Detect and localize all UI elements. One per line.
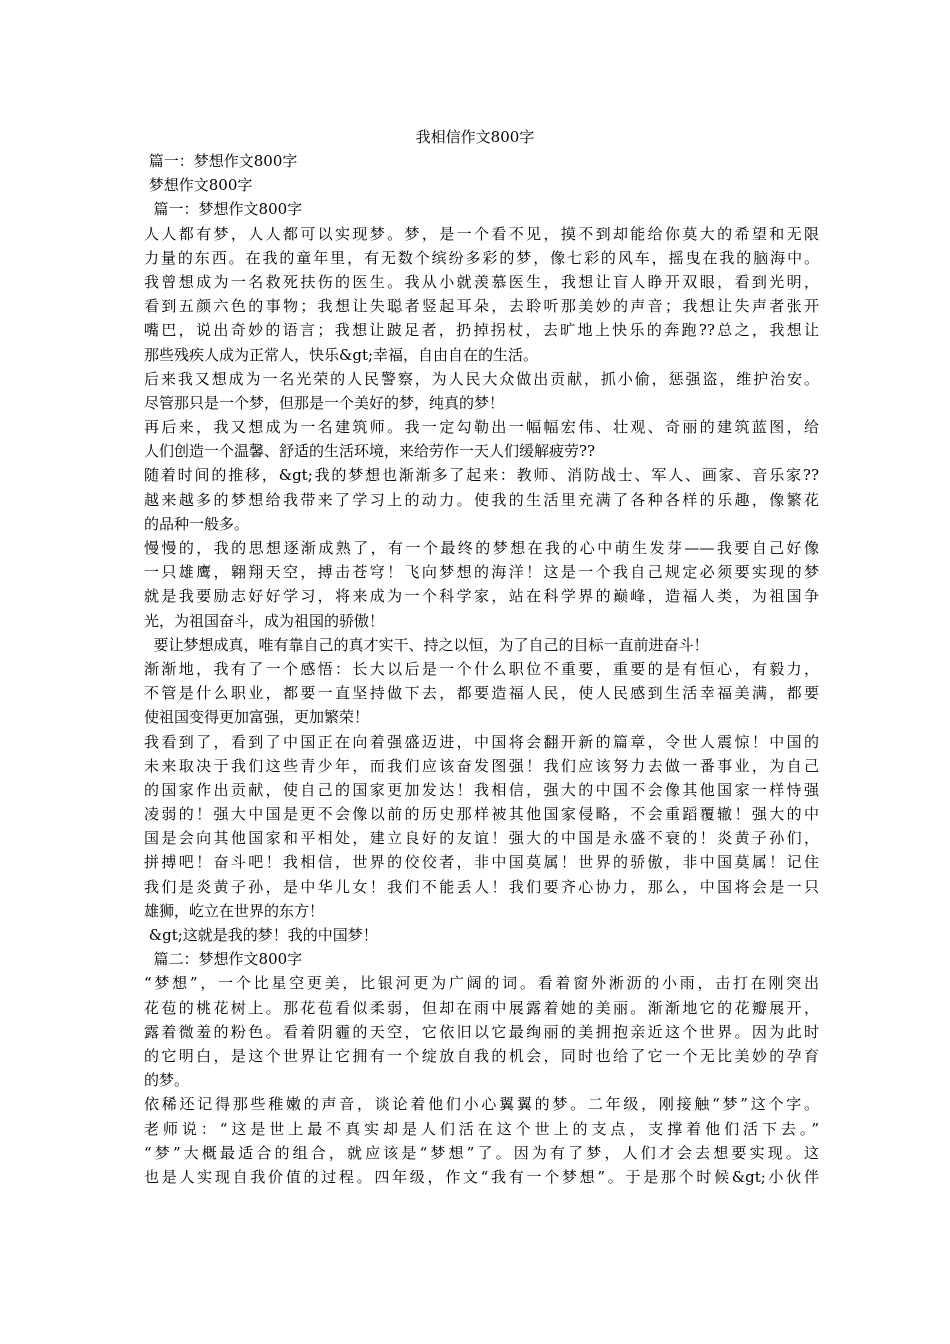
text-line: 我曾想成为一名救死扶伤的医生。我从小就羡慕医生，我想让盲人睁开双眼，看到光明，	[144, 272, 819, 291]
text-line: 的它明白，是这个世界让它拥有一个绽放自我的机会，同时也给了它一个无比美妙的孕育	[144, 1046, 819, 1065]
text-line: 花苞的桃花树上。那花苞看似柔弱，但却在雨中展露着她的美丽。渐渐地它的花瓣展开，	[144, 998, 819, 1017]
text-line: 人人都有梦，人人都可以实现梦。梦，是一个看不见，摸不到却能给你莫大的希望和无限	[144, 224, 819, 243]
text-line: 雄狮，屹立在世界的东方！	[144, 901, 325, 920]
text-line: 不管是什么职业，都要一直坚持做下去，都要造福人民，使人民感到生活幸福美满，都要	[144, 684, 819, 703]
text-line: 未来取决于我们这些青少年，而我们应该奋发图强！我们应该努力去做一番事业，为自己	[144, 756, 819, 775]
text-line: 老师说：“这是世上最不真实却是人们活在这个世上的支点，支撑着他们活下去。”	[144, 1119, 819, 1138]
text-line: 再后来，我又想成为一名建筑师。我一定勾勒出一幅幅宏伟、壮观、奇丽的建筑蓝图，给	[144, 418, 819, 437]
text-line: 梦想作文800字	[144, 176, 253, 195]
text-line: 篇一：梦想作文800字	[144, 152, 298, 170]
text-line: 篇一：梦想作文800字	[144, 200, 303, 219]
text-line: 那些残疾人成为正常人，快乐&gt;幸福，自由自在的生活。	[144, 345, 539, 364]
document-body	[144, 149, 819, 1189]
text-line: 露着微羞的粉色。看着阴霾的天空，它依旧以它最绚丽的美拥抱亲近这个世界。因为此时	[144, 1022, 819, 1041]
text-line: “梦想”，一个比星空更美，比银河更为广阔的词。看着窗外淅沥的小雨，击打在刚突出	[144, 974, 819, 993]
text-line: 力量的东西。在我的童年里，有无数个缤纷多彩的梦，像七彩的风车，摇曳在我的脑海中。	[144, 248, 819, 267]
text-line: “梦”大概最适合的组合，就应该是“梦想”了。因为有了梦，人们才会去想要实现。这	[144, 1143, 819, 1162]
text-line: 嘴巴，说出奇妙的语言；我想让跛足者，扔掉拐杖，去旷地上快乐的奔跑??总之，我想让	[144, 321, 819, 340]
text-line: 凌弱的！强大中国是更不会像以前的历史那样被其他国家侵略，不会重蹈覆辙！强大的中	[144, 805, 819, 824]
text-line: 看到五颜六色的事物；我想让失聪者竖起耳朵，去聆听那美妙的声音；我想让失声者张开	[144, 297, 819, 316]
text-line: 也是人实现自我价值的过程。四年级，作文“我有一个梦想”。于是那个时候&gt;小伙伴	[144, 1167, 819, 1186]
text-line: 的梦。	[144, 1071, 190, 1090]
text-line: 慢慢的，我的思想逐渐成熟了，有一个最终的梦想在我的心中萌生发芽——我要自己好像	[144, 539, 819, 557]
text-line: 要让梦想成真，唯有靠自己的真才实干、持之以恒，为了自己的目标一直前进奋斗！	[144, 635, 709, 654]
text-line: 的国家作出贡献，使自己的国家更加发达！我相信，强大的中国不会像其他国家一样恃强	[144, 780, 819, 799]
document-title: 我相信作文800字	[415, 128, 535, 146]
text-line: 篇二：梦想作文800字	[144, 950, 303, 969]
text-line: 就是我要励志好好学习，将来成为一个科学家，站在科学界的巅峰，造福人类，为祖国争	[144, 587, 819, 606]
text-line: 人们创造一个温馨、舒适的生活环境，来给劳作一天人们缓解疲劳??	[144, 442, 596, 461]
text-line: 依稀还记得那些稚嫩的声音，谈论着他们小心翼翼的梦。二年级，刚接触“梦”这个字。	[144, 1095, 819, 1114]
text-line: 拼搏吧！奋斗吧！我相信，世界的佼佼者，非中国莫属！世界的骄傲，非中国莫属！记住	[144, 853, 819, 872]
text-line: 使祖国变得更加富强，更加繁荣！	[144, 708, 370, 727]
text-line: 后来我又想成为一名光荣的人民警察，为人民大众做出贡献，抓小偷，惩强盗，维护治安。	[144, 369, 819, 388]
text-line: 我看到了，看到了中国正在向着强盛迈进，中国将会翻开新的篇章，令世人震惊！中国的	[144, 732, 819, 751]
text-line: 一只雄鹰，翱翔天空，搏击苍穹！飞向梦想的海洋！这是一个我自己规定必须要实现的梦	[144, 563, 819, 582]
text-line: 渐渐地，我有了一个感悟：长大以后是一个什么职位不重要，重要的是有恒心，有毅力，	[144, 659, 819, 678]
text-line: 国是会向其他国家和平相处，建立良好的友谊！强大的中国是永盛不衰的！炎黄子孙们，	[144, 829, 819, 848]
text-line: 越来越多的梦想给我带来了学习上的动力。使我的生活里充满了各种各样的乐趣，像繁花	[144, 490, 819, 509]
text-line: 的品种一般多。	[144, 514, 250, 533]
text-line: &gt;这就是我的梦！我的中国梦！	[144, 926, 378, 944]
text-line: 我们是炎黄子孙，是中华儿女！我们不能丢人！我们要齐心协力，那么，中国将会是一只	[144, 877, 819, 896]
text-line: 光，为祖国奋斗，成为祖国的骄傲！	[144, 611, 385, 630]
text-line: 尽管那只是一个梦，但那是一个美好的梦，纯真的梦！	[144, 393, 505, 412]
text-line: 随着时间的推移，&gt;我的梦想也渐渐多了起来：教师、消防战士、军人、画家、音乐家??	[144, 466, 819, 485]
